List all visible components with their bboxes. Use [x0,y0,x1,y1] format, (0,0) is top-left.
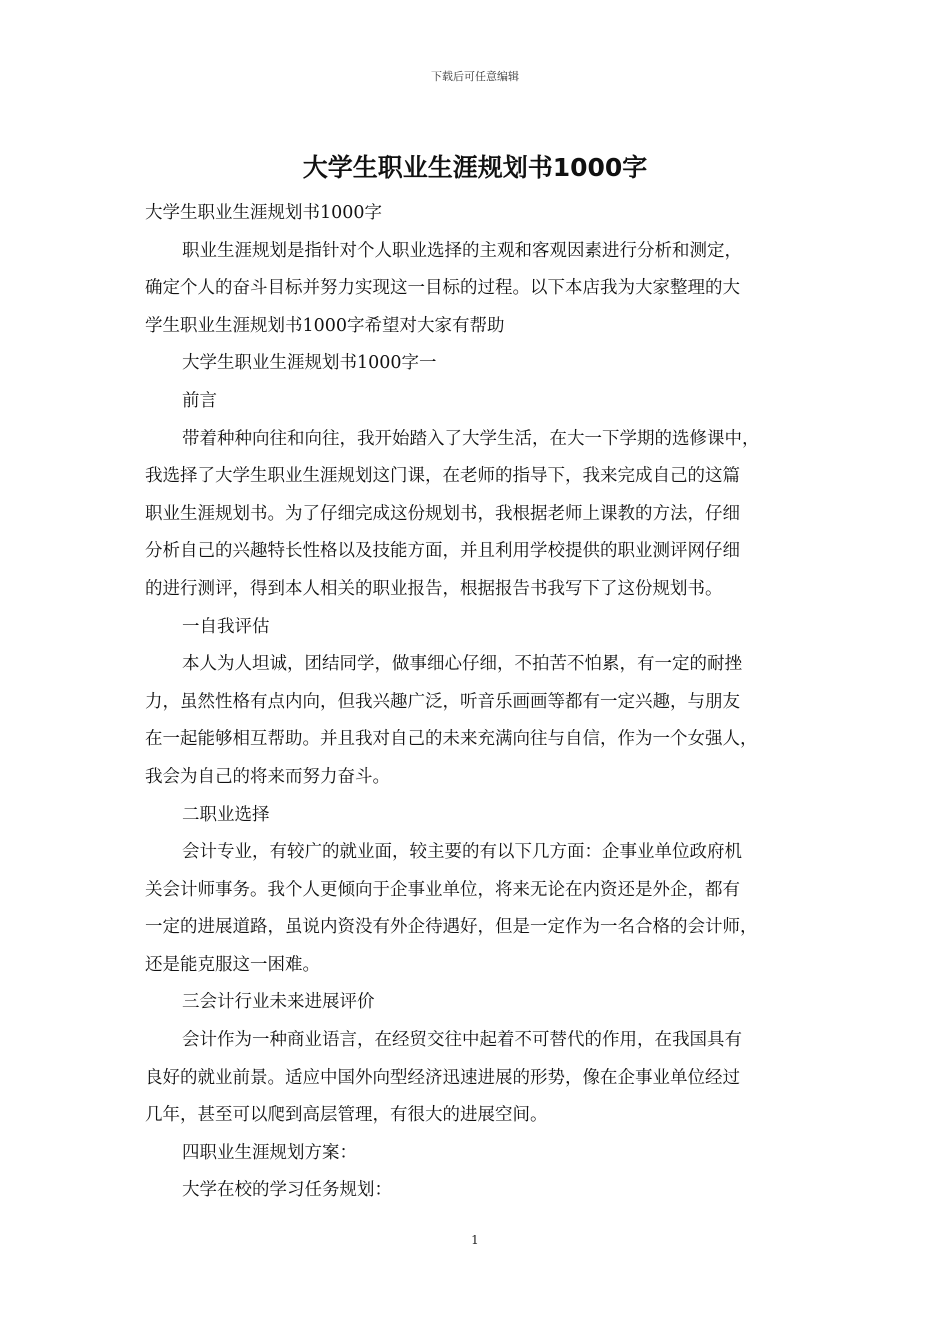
section-heading: 二职业选择 [182,804,270,825]
section-heading: 四职业生涯规划方案： [182,1142,357,1163]
paragraph-line: 会计作为一种商业语言，在经贸交往中起着不可替代的作用，在我国具有 [182,1030,742,1051]
page-number: 1 [471,1233,479,1247]
paragraph-line: 关会计师事务。我个人更倾向于企事业单位，将来无论在内资还是外企，都有 [145,879,740,900]
section-heading: 大学生职业生涯规划书1000字一 [182,353,437,374]
paragraph-line: 分析自己的兴趣特长性格以及技能方面，并且利用学校提供的职业测评网仔细 [145,541,740,562]
paragraph-line: 良好的就业前景。适应中国外向型经济迅速进展的形势，像在企事业单位经过 [145,1067,740,1088]
paragraph-line: 大学在校的学习任务规划： [182,1180,392,1201]
paragraph-line: 一定的进展道路，虽说内资没有外企待遇好，但是一定作为一名合格的会计师， [145,917,758,938]
document-title: 大学生职业生涯规划书1000字 [302,153,648,182]
paragraph-line: 几年，甚至可以爬到高层管理，有很大的进展空间。 [145,1105,548,1126]
paragraph-line: 学生职业生涯规划书1000字希望对大家有帮助 [145,315,505,336]
paragraph-line: 我选择了大学生职业生涯规划这门课，在老师的指导下，我来完成自己的这篇 [145,466,740,487]
header-note: 下载后可任意编辑 [431,70,519,83]
paragraph-line: 力，虽然性格有点内向，但我兴趣广泛，听音乐画画等都有一定兴趣，与朋友 [145,691,740,712]
paragraph-line: 职业生涯规划是指针对个人职业选择的主观和客观因素进行分析和测定， [182,240,742,261]
paragraph-line: 在一起能够相互帮助。并且我对自己的未来充满向往与自信，作为一个女强人， [145,729,758,750]
paragraph-line: 确定个人的奋斗目标并努力实现这一目标的过程。以下本店我为大家整理的大 [145,278,740,299]
paragraph-line: 会计专业，有较广的就业面，较主要的有以下几方面：企事业单位政府机 [182,842,742,863]
paragraph-line: 我会为自己的将来而努力奋斗。 [145,766,390,787]
section-heading: 一自我评估 [182,616,270,637]
paragraph-line: 的进行测评，得到本人相关的职业报告，根据报告书我写下了这份规划书。 [145,578,723,599]
paragraph-line: 本人为人坦诚，团结同学，做事细心仔细，不拍苦不怕累，有一定的耐挫 [182,654,742,675]
subtitle-line: 大学生职业生涯规划书1000字 [145,203,383,223]
document-body [145,195,817,1210]
section-heading: 前言 [182,390,217,411]
section-heading: 三会计行业未来进展评价 [182,992,375,1013]
paragraph-line: 带着种种向往和向往，我开始踏入了大学生活，在大一下学期的选修课中， [182,428,760,449]
paragraph-line: 职业生涯规划书。为了仔细完成这份规划书，我根据老师上课教的方法，仔细 [145,503,740,524]
paragraph-line: 还是能克服这一困难。 [145,954,320,975]
